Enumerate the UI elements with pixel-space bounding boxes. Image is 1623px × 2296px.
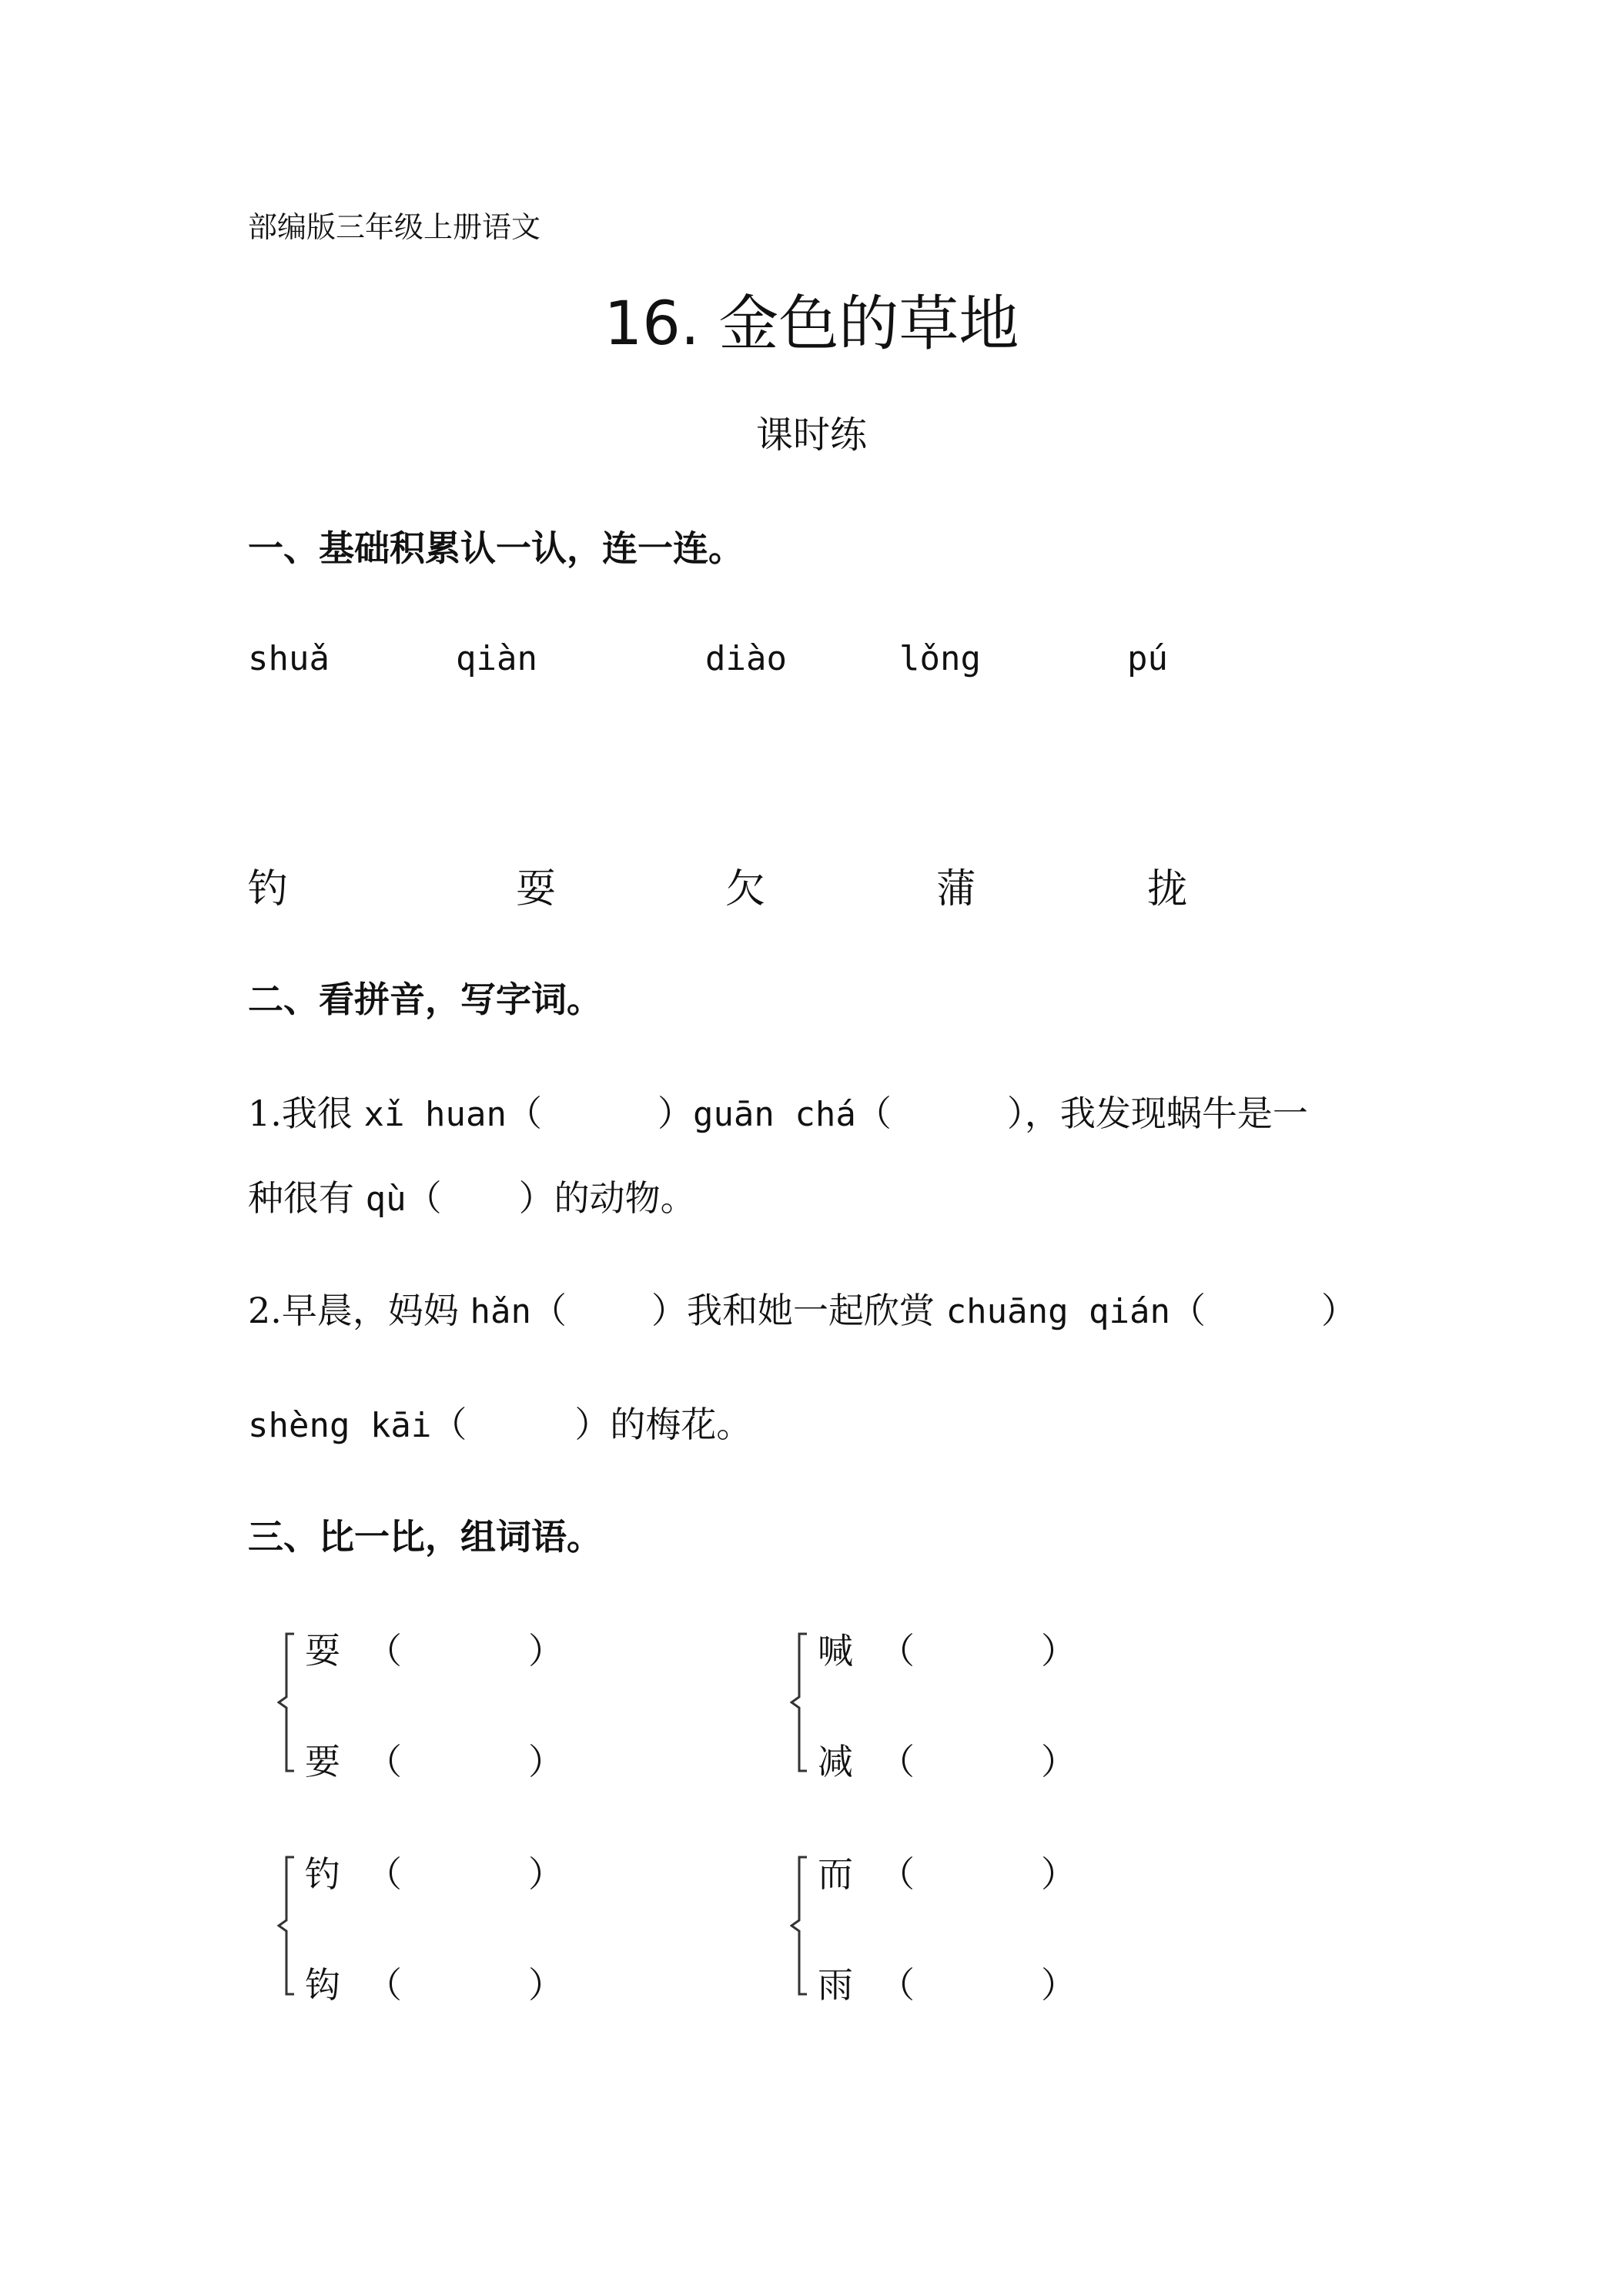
compare-row: 钩 （ ） (305, 1964, 564, 2006)
compare-row: 耍 （ ） (305, 1630, 564, 1672)
document-header: 部编版三年级上册语文 (248, 210, 541, 244)
pinyin-item: lǒng (899, 639, 981, 678)
compare-row: 要 （ ） (305, 1741, 564, 1782)
question-2-line-2: shèng kāi（ ）的梅花。 (248, 1404, 752, 1445)
compare-row: 减 （ ） (818, 1741, 1076, 1782)
char-item: 钓 (248, 866, 289, 912)
pinyin-item: diào (705, 639, 787, 678)
section-1-heading: 一、基础积累认一认，连一连。 (248, 527, 744, 569)
pinyin-item: qiàn (456, 639, 537, 678)
lesson-title: 16. 金色的草地 (604, 290, 1019, 359)
compare-group (790, 1623, 1144, 1785)
section-2-heading: 二、看拼音，写字词。 (248, 979, 602, 1020)
brace-icon (277, 1631, 300, 1774)
compare-row: 钓 （ ） (305, 1853, 564, 1895)
pinyin-item: pú (1127, 639, 1168, 678)
char-item: 耍 (516, 866, 557, 912)
brace-icon (790, 1854, 813, 1997)
question-1-line-1: 1.我很 xǐ huan（ ）guān chá（ ），我发现蜗牛是一 (248, 1093, 1308, 1134)
brace-icon (790, 1631, 813, 1774)
compare-group (277, 1846, 631, 2008)
compare-row: 雨 （ ） (818, 1964, 1076, 2006)
lesson-subtitle: 课时练 (755, 413, 867, 457)
compare-row: 而 （ ） (818, 1853, 1076, 1895)
compare-group (277, 1623, 631, 1785)
char-item: 拢 (1147, 866, 1188, 912)
compare-group (790, 1846, 1144, 2008)
section-3-heading: 三、比一比，组词语。 (248, 1516, 602, 1558)
char-item: 欠 (725, 866, 766, 912)
question-2-line-1: 2.早晨，妈妈 hǎn（ ）我和她一起欣赏 chuāng qián（ ） (248, 1290, 1357, 1331)
char-item: 蒲 (936, 866, 977, 912)
pinyin-item: shuǎ (248, 639, 330, 678)
compare-row: 喊 （ ） (818, 1630, 1076, 1672)
question-1-line-2: 种很有 qù（ ）的动物。 (248, 1177, 696, 1219)
brace-icon (277, 1854, 300, 1997)
